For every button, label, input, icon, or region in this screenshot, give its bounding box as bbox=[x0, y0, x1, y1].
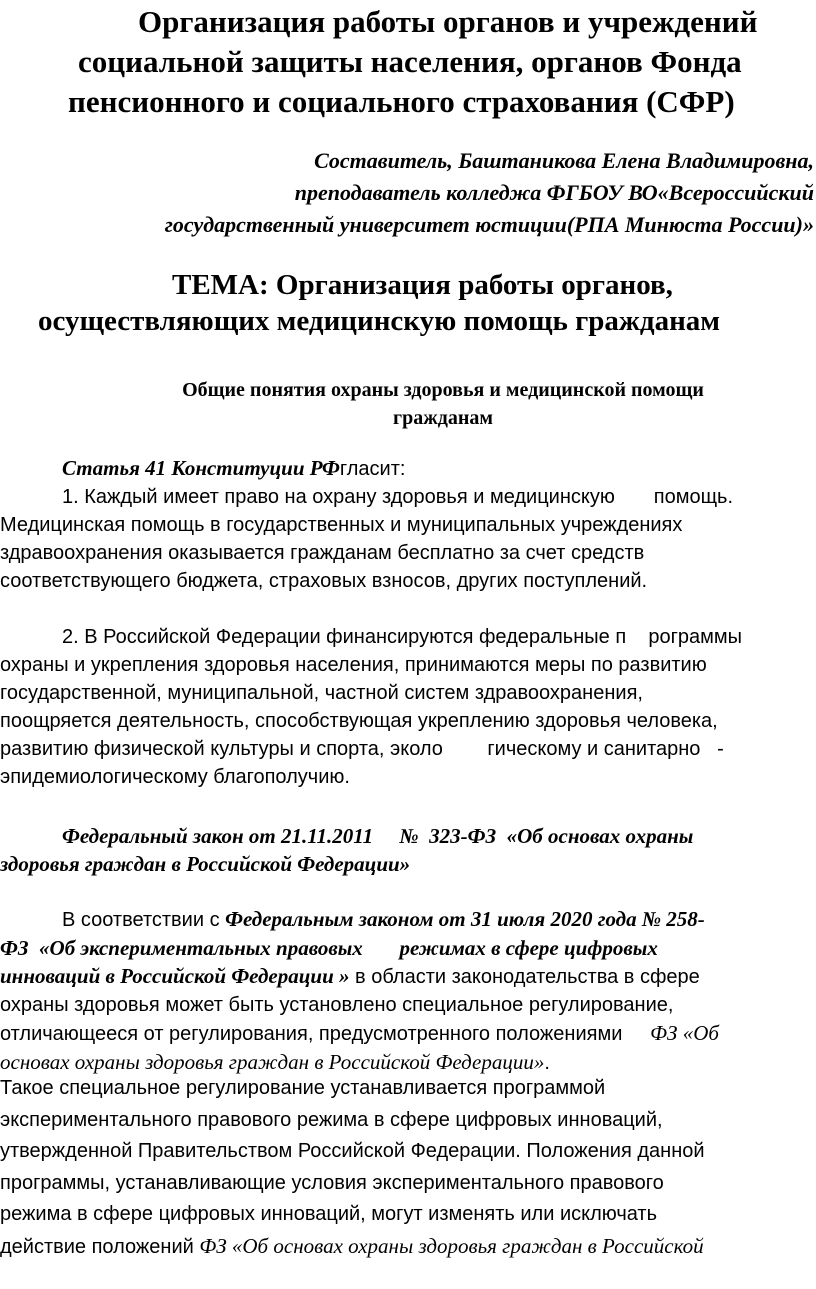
paragraph-2 bbox=[0, 623, 816, 791]
law-reference bbox=[0, 822, 816, 878]
paragraph-line: 2. В Российской Федерации финансируются федеральные п рограммы bbox=[62, 626, 743, 648]
subtitle-line: гражданам bbox=[393, 407, 493, 429]
title-line: социальной защиты населения, органов Фонда bbox=[78, 44, 742, 79]
paragraph-line bbox=[0, 905, 816, 934]
title-line: Организация работы органов и учреждений bbox=[138, 4, 758, 39]
paragraph-line: программы, устанавливающие условия экспериментального правового bbox=[0, 1171, 664, 1194]
paragraph-1 bbox=[0, 483, 816, 595]
paragraph-line bbox=[0, 1019, 816, 1048]
paragraph-line: Такое специальное регулирование устанавливается программой bbox=[0, 1077, 606, 1099]
paragraph-line: здравоохранения оказывается гражданам бесплатно за счет средств bbox=[0, 542, 645, 564]
paragraph-line: государственной, муниципальной, частной систем здравоохранения, bbox=[0, 682, 643, 704]
compiler-info bbox=[0, 145, 816, 241]
text-plain: В соответствии с bbox=[62, 909, 226, 931]
text-plain: отличающееся от регулирования, предусмотренного положениями bbox=[0, 1023, 651, 1045]
paragraph-line: утвержденной Правительством Российской Федерации. Положения данной bbox=[0, 1140, 705, 1162]
paragraph-line: режима в сфере цифровых инноваций, могут изменять или исключать bbox=[0, 1203, 658, 1225]
compiler-line: Составитель, Баштаникова Елена Владимировна, bbox=[314, 148, 814, 173]
paragraph-line: охраны здоровья может быть установлено специальное регулирование, bbox=[0, 994, 674, 1016]
law-italic-text: основах охраны здоровья граждан в Российской Федерации» bbox=[0, 1050, 545, 1074]
compiler-line: государственный университет юстиции(РПА Минюста России)» bbox=[164, 212, 814, 237]
text-plain: в области законодательства в сфере bbox=[349, 966, 700, 988]
compiler-line: преподаватель колледжа ФГБОУ ВО«Всероссийский bbox=[294, 180, 814, 205]
article-reference bbox=[0, 454, 816, 483]
text-plain: действие положений bbox=[0, 1235, 200, 1258]
article-ref-suffix: гласит: bbox=[339, 458, 406, 480]
paragraph-line: Медицинская помощь в государственных и муниципальных учреждениях bbox=[0, 514, 683, 536]
law-link-text: инноваций в Российской Федерации » bbox=[0, 964, 350, 988]
law-ref-line: Федеральный закон от 21.11.2011 № 323-ФЗ «Об основах охраны bbox=[62, 824, 694, 848]
paragraph-4 bbox=[0, 1073, 816, 1263]
paragraph-3 bbox=[0, 905, 816, 1077]
paragraph-line: охраны и укрепления здоровья населения, принимаются меры по развитию bbox=[0, 654, 707, 676]
paragraph-line: развитию физической культуры и спорта, эколо гическому и санитарно - bbox=[0, 738, 724, 760]
law-link-text: ФЗ «Об экспериментальных правовых режимах в сфере цифровых bbox=[0, 936, 658, 960]
paragraph-line: соответствующего бюджета, страховых взносов, других поступлений. bbox=[0, 570, 648, 592]
law-italic-text: ФЗ «Об основах охраны здоровья граждан в Российской bbox=[199, 1233, 704, 1258]
law-italic-text: ФЗ «Об bbox=[650, 1021, 719, 1045]
paragraph-line: 1. Каждый имеет право на охрану здоровья и медицинскую помощь. bbox=[62, 486, 734, 508]
law-link-text: Федеральным законом от 31 июля 2020 года № 258- bbox=[225, 907, 705, 931]
paragraph-line: поощряется деятельность, способствующая укреплению здоровья человека, bbox=[0, 710, 718, 732]
title-line: пенсионного и социального страхования (СФР) bbox=[68, 84, 735, 119]
paragraph-line bbox=[0, 1231, 816, 1264]
theme-line: ТЕМА: Организация работы органов, bbox=[172, 269, 673, 301]
paragraph-line bbox=[0, 962, 816, 991]
section-subtitle bbox=[0, 376, 816, 432]
theme-line: осуществляющих медицинскую помощь гражданам bbox=[38, 305, 721, 337]
paragraph-line: эпидемиологическому благополучию. bbox=[0, 766, 350, 788]
text-plain: . bbox=[544, 1052, 550, 1074]
article-ref-title: Статья 41 Конституции РФ bbox=[62, 456, 340, 480]
paragraph-line: экспериментального правового режима в сфере цифровых инноваций, bbox=[0, 1108, 663, 1131]
subtitle-line: Общие понятия охраны здоровья и медицинской помощи bbox=[182, 379, 704, 401]
law-ref-line: здоровья граждан в Российской Федерации» bbox=[0, 852, 411, 876]
